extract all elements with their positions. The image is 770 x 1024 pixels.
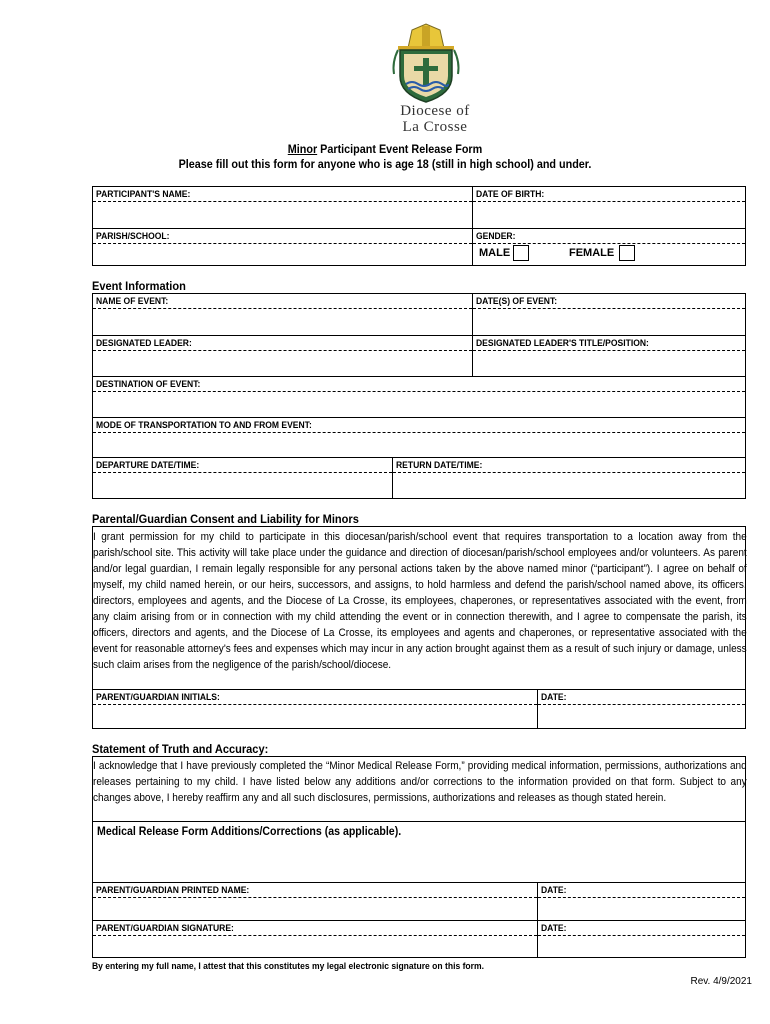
printed-name-date-field[interactable] [537,882,746,921]
event-dates-label: DATE(S) OF EVENT: [476,296,558,307]
org-name-line1: Diocese of [400,103,470,119]
attestation-text: By entering my full name, I attest that this constitutes my legal electronic signature on this form. [92,961,484,972]
consent-box [92,526,746,690]
title-rest: Participant Event Release Form [317,142,483,156]
date-of-birth-label: DATE OF BIRTH: [476,189,545,200]
truth-box [92,756,746,822]
gender-field [472,228,746,266]
initials-date-field[interactable] [537,689,746,729]
leader-title-label: DESIGNATED LEADER'S TITLE/POSITION: [476,338,649,349]
consent-heading: Parental/Guardian Consent and Liability for Minors [92,512,359,526]
additions-label: Medical Release Form Additions/Corrections (as applicable). [97,826,402,838]
signature-field[interactable] [92,920,538,958]
event-dates-field[interactable] [472,293,746,336]
female-label: FEMALE [569,247,615,259]
initials-date-label: DATE: [541,692,567,703]
form-title [39,142,732,156]
title-underlined-word: Minor [287,142,318,156]
male-checkbox[interactable] [513,245,529,261]
printed-name-date-label: DATE: [541,885,567,896]
signature-label: PARENT/GUARDIAN SIGNATURE: [96,923,234,934]
printed-name-field[interactable] [92,882,538,921]
departure-field[interactable] [92,457,393,499]
female-checkbox[interactable] [619,245,635,261]
event-info-heading: Event Information [92,279,186,293]
male-option [479,245,529,261]
signature-date-field[interactable] [537,920,746,958]
return-label: RETURN DATE/TIME: [396,460,483,471]
org-name-line2: La Crosse [402,119,468,135]
participant-name-label: PARTICIPANT'S NAME: [96,189,191,200]
male-label: MALE [479,247,511,259]
diocese-logo [388,22,464,106]
participant-name-field[interactable] [92,186,473,229]
truth-heading: Statement of Truth and Accuracy: [92,742,269,756]
event-name-field[interactable] [92,293,473,336]
designated-leader-field[interactable] [92,335,473,377]
printed-name-label: PARENT/GUARDIAN PRINTED NAME: [96,885,250,896]
guardian-initials-field[interactable] [92,689,538,729]
event-name-label: NAME OF EVENT: [96,296,169,307]
designated-leader-label: DESIGNATED LEADER: [96,338,192,349]
parish-school-field[interactable] [92,228,473,266]
consent-text: I grant permission for my child to participate in this diocesan/parish/school event that requires transportation to a location away from the parish/school site. This activity will take place under the guidance and direction of diocesan/parish/school employees and/or volunteers. As parent and/or legal guardian, I remain legally responsible for any personal actions taken by the above named minor (“participant”). I agree on behalf of myself, my child named herein, or our heirs, successors, and assigns, to hold harmless and defend the parish/school named above, its officers, directors, employees and agents, and the Diocese of La Crosse, its employees, chaperones, or representatives associated with the event, from any claim arising from or in connection with my child attending the event or in connection therewith, and I agree to compensate the parish, its officers, directors and agents, and the Diocese of La Crosse, its employees and agents and chaperones, or representative associated with the event for reasonable attorney's fees and expenses which may incur in any action brought against them as a result of such injury or damage, unless such claim arises from the negligence of the parish/school/diocese. [93,531,747,671]
additions-field[interactable] [92,821,746,883]
signature-date-label: DATE: [541,923,567,934]
gender-label: GENDER: [476,231,516,242]
female-option [569,245,635,261]
date-of-birth-field[interactable] [472,186,746,229]
return-field[interactable] [392,457,746,499]
destination-field[interactable] [92,376,746,418]
departure-label: DEPARTURE DATE/TIME: [96,460,200,471]
transportation-label: MODE OF TRANSPORTATION TO AND FROM EVENT: [96,420,312,431]
parish-school-label: PARISH/SCHOOL: [96,231,170,242]
truth-text: I acknowledge that I have previously completed the “Minor Medical Release Form,” providing medical information, permissions, authorizations and releases pertaining to my child. I have listed below any additions and/or corrections to the information provided on that form. Subject to any changes above, I hereby reaffirm any and all such disclosures, permissions, authorizations and releases as though stated herein. [93,760,747,804]
transportation-field[interactable] [92,417,746,458]
form-subtitle: Please fill out this form for anyone who is age 18 (still in high school) and under. [178,157,592,171]
revision-date: Rev. 4/9/2021 [690,976,752,987]
destination-label: DESTINATION OF EVENT: [96,379,201,390]
guardian-initials-label: PARENT/GUARDIAN INITIALS: [96,692,220,703]
leader-title-field[interactable] [472,335,746,377]
